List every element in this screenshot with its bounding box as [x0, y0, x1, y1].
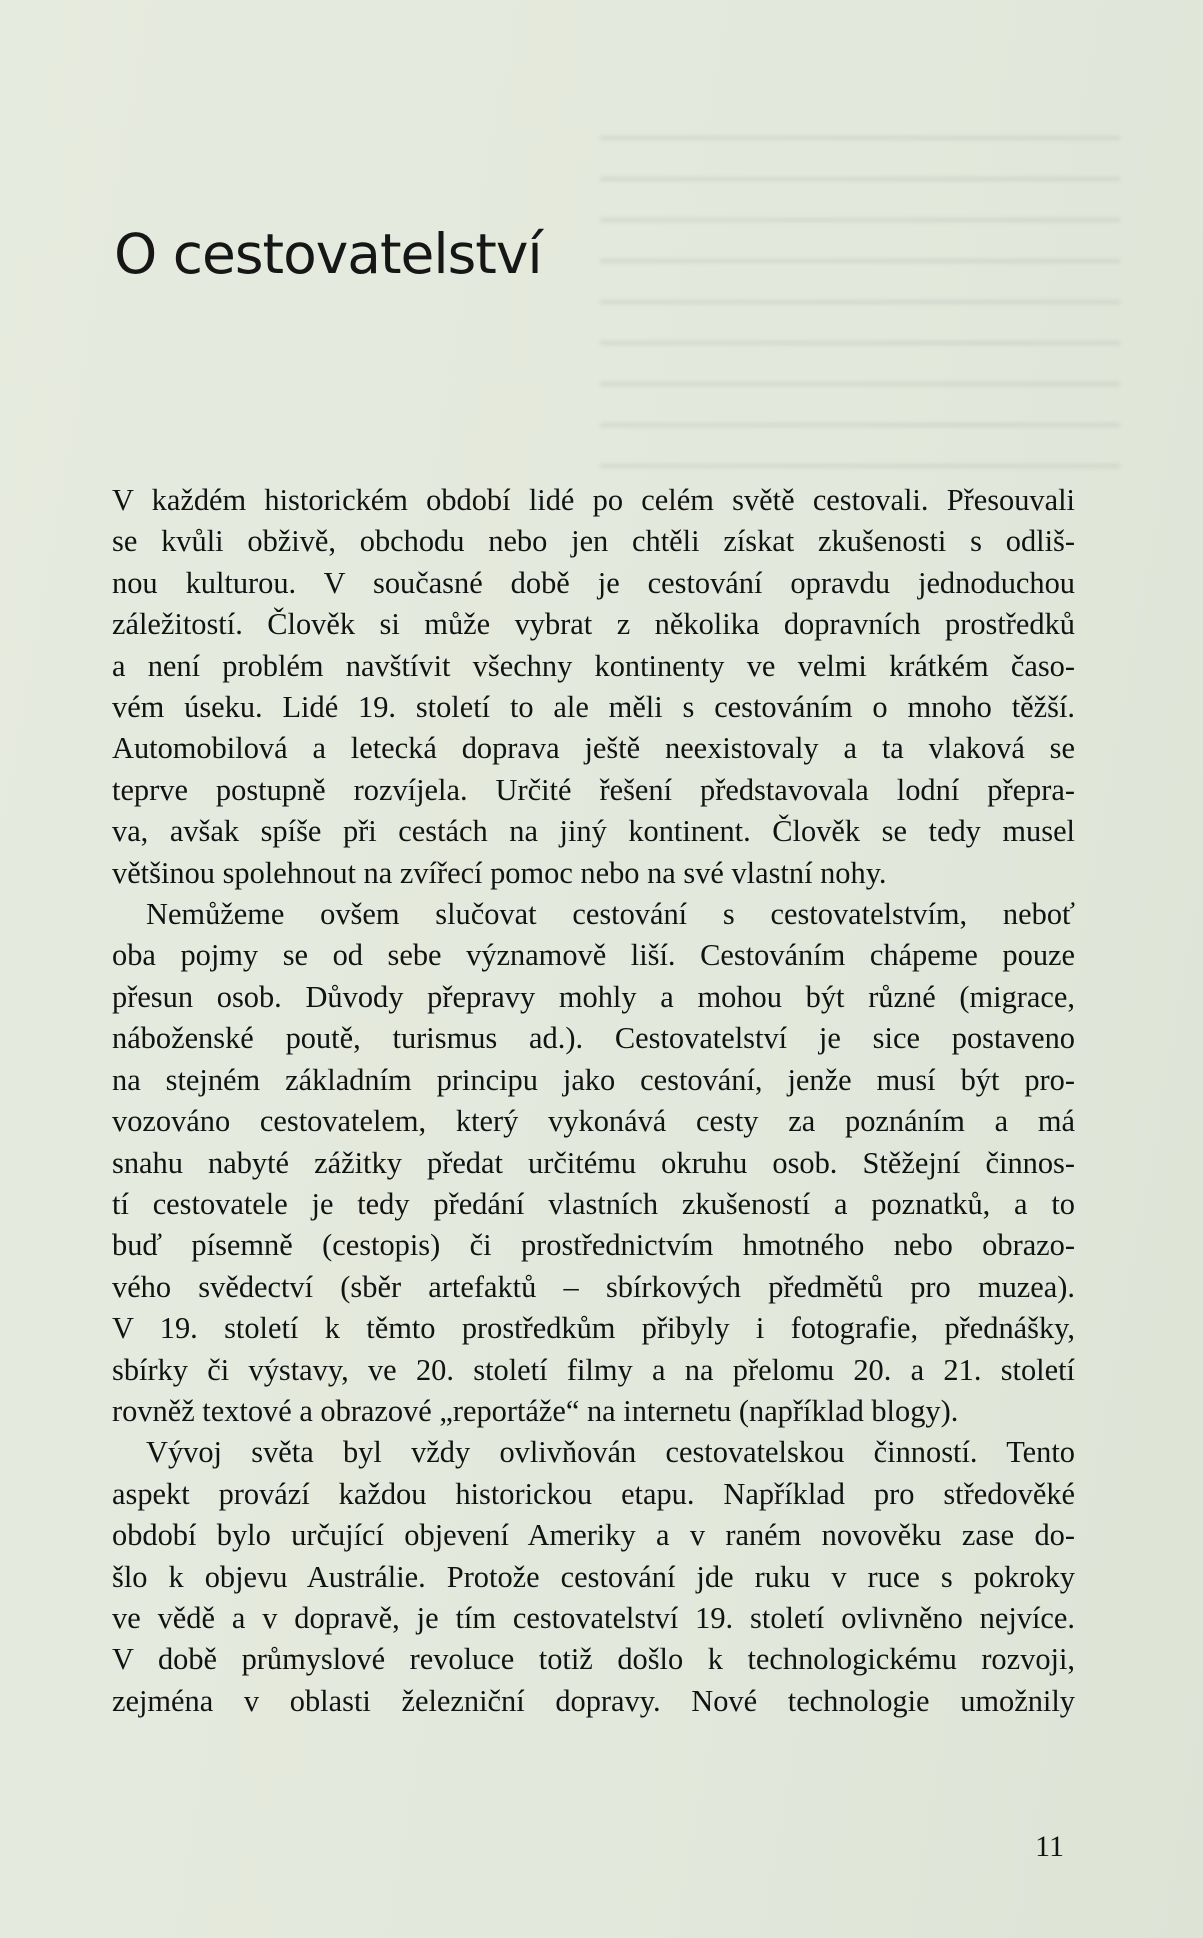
text-line: aspekt provází každou historickou etapu. Například pro středověké: [112, 1476, 1075, 1511]
show-through-text: [600, 110, 1120, 470]
chapter-title: O cestovatelství: [114, 222, 542, 286]
paragraph: [112, 1432, 1075, 1722]
text-line: vozováno cestovatelem, který vykonává cesty za poznáním a má: [112, 1104, 1075, 1139]
text-line: va, avšak spíše při cestách na jiný kontinent. Člověk se tedy musel: [112, 814, 1075, 849]
text-line: V každém historickém období lidé po celém světě cestovali. Přesouvali: [112, 483, 1075, 517]
text-line: oba pojmy se od sebe významově liší. Cestováním chápeme pouze: [112, 938, 1075, 973]
text-line: Automobilová a letecká doprava ještě neexistovaly a ta vlaková se: [112, 731, 1075, 766]
text-line: přesun osob. Důvody přepravy mohly a mohou být různé (migrace,: [112, 979, 1075, 1014]
text-line: vého svědectví (sběr artefaktů – sbírkových předmětů pro muzea).: [112, 1269, 1075, 1304]
text-line: náboženské poutě, turismus ad.). Cestovatelství je sice postaveno: [112, 1021, 1075, 1056]
text-line: ve vědě a v dopravě, je tím cestovatelství 19. století ovlivněno nejvíce.: [112, 1600, 1075, 1635]
page-number: 11: [1035, 1830, 1064, 1863]
text-line: tí cestovatele je tedy předání vlastních zkušeností a poznatků, a to: [112, 1186, 1075, 1221]
text-line: rovněž textové a obrazové „reportáže“ na internetu (například blogy).: [112, 1393, 959, 1428]
text-line: Nemůžeme ovšem slučovat cestování s cestovatelstvím, neboť: [146, 897, 1075, 932]
text-line: se kvůli obživě, obchodu nebo jen chtěli získat zkušenosti s odliš-: [112, 524, 1075, 559]
text-line: sbírky či výstavy, ve 20. století filmy a na přelomu 20. a 21. století: [112, 1352, 1075, 1387]
text-line: buď písemně (cestopis) či prostřednictvím hmotného nebo obrazo-: [112, 1228, 1075, 1263]
text-line: zejména v oblasti železniční dopravy. Nové technologie umožnily: [112, 1683, 1075, 1718]
text-line: většinou spolehnout na zvířecí pomoc nebo na své vlastní nohy.: [112, 855, 887, 890]
paragraph: [112, 480, 1075, 894]
text-line: V době průmyslové revoluce totiž došlo k technologickému rozvoji,: [112, 1642, 1075, 1677]
text-line: na stejném základním principu jako cestování, jenže musí být pro-: [112, 1062, 1075, 1097]
text-line: a není problém navštívit všechny kontinenty ve velmi krátkém časo-: [112, 648, 1075, 683]
paragraph: [112, 894, 1075, 1432]
text-line: šlo k objevu Austrálie. Protože cestování jde ruku v ruce s pokroky: [112, 1559, 1075, 1594]
text-line: V 19. století k těmto prostředkům přibyly i fotografie, přednášky,: [112, 1311, 1075, 1346]
body-text: [112, 480, 1075, 1722]
text-line: Vývoj světa byl vždy ovlivňován cestovatelskou činností. Tento: [146, 1435, 1075, 1470]
text-line: teprve postupně rozvíjela. Určité řešení představovala lodní přepra-: [112, 772, 1075, 807]
text-line: období bylo určující objevení Ameriky a v raném novověku zase do-: [112, 1518, 1075, 1553]
text-line: vém úseku. Lidé 19. století to ale měli s cestováním o mnoho těžší.: [112, 690, 1075, 725]
text-line: snahu nabyté zážitky předat určitému okruhu osob. Stěžejní činnos-: [112, 1145, 1075, 1180]
text-line: záležitostí. Člověk si může vybrat z několika dopravních prostředků: [112, 607, 1075, 642]
text-line: nou kulturou. V současné době je cestování opravdu jednoduchou: [112, 565, 1075, 600]
